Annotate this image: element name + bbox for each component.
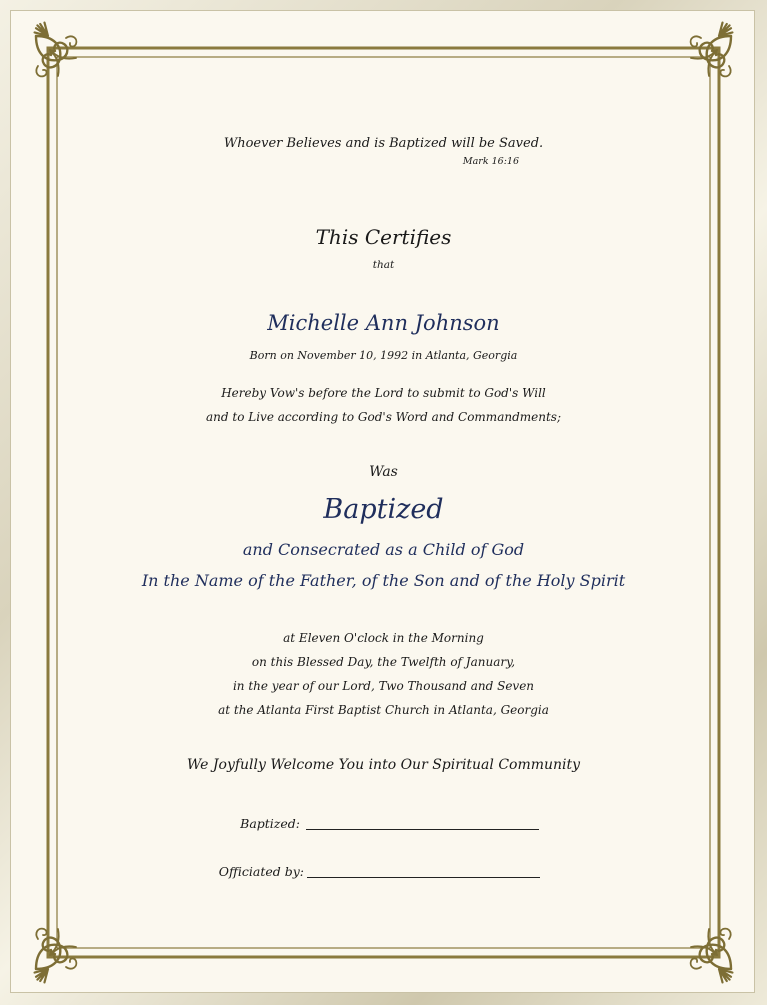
ceremony-place: at the Atlanta First Baptist Church in Atlanta, Georgia [218, 703, 549, 717]
that-text: that [372, 259, 395, 271]
was-text: Was [369, 464, 398, 480]
certificate-heading: This Certifies [315, 225, 452, 249]
scripture-reference: Mark 16:16 [462, 156, 519, 167]
consecrated-line: and Consecrated as a Child of God [242, 540, 525, 559]
birth-details: Born on November 10, 1992 in Atlanta, Georgia [249, 349, 518, 362]
baptized-signature-line[interactable] [306, 829, 539, 830]
ceremony-day: on this Blessed Day, the Twelfth of January, [251, 655, 516, 669]
vow-line-1: Hereby Vow's before the Lord to submit to God's Will [221, 386, 546, 400]
recipient-name: Michelle Ann Johnson [267, 311, 500, 335]
officiated-signature-label: Officiated by: [218, 864, 304, 879]
vow-line-2: and to Live according to God's Word and Commandments; [206, 410, 561, 424]
scripture-verse: Whoever Believes and is Baptized will be Saved. [223, 136, 544, 151]
ceremony-time: at Eleven O'clock in the Morning [283, 631, 484, 645]
baptized-signature-label: Baptized: [240, 816, 300, 831]
ceremony-year: in the year of our Lord, Two Thousand and Seven [232, 679, 535, 693]
baptized-title: Baptized [323, 494, 444, 525]
trinity-line: In the Name of the Father, of the Son and of the Holy Spirit [141, 571, 626, 590]
officiated-signature-line[interactable] [307, 877, 540, 878]
welcome-message: We Joyfully Welcome You into Our Spiritual Community [186, 757, 581, 773]
